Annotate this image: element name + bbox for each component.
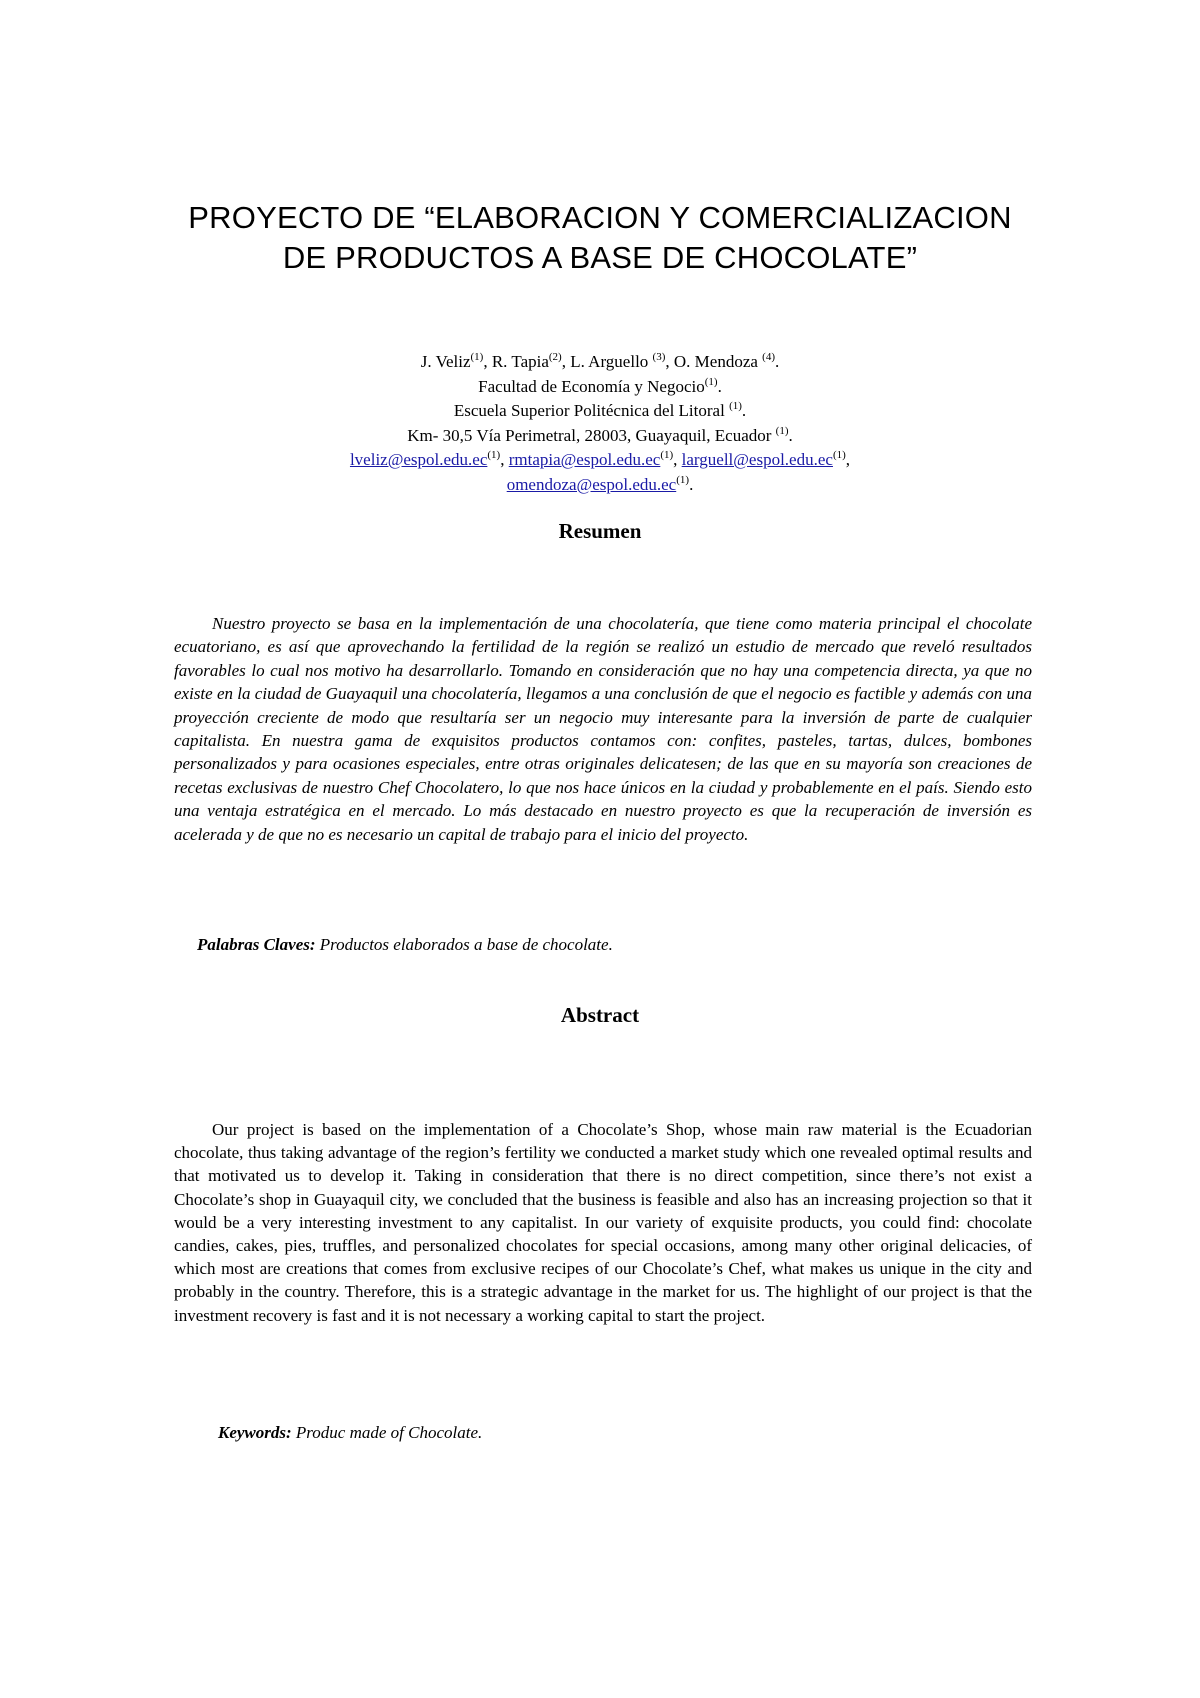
paper-title (120, 198, 1080, 278)
keywords-value: Produc made of Chocolate. (291, 1423, 483, 1442)
keywords-label: Keywords: (218, 1423, 292, 1442)
author-end: . (774, 352, 780, 371)
email-1-affiliation: (1) (487, 449, 501, 461)
email-link-arguello[interactable]: larguell@espol.edu.ec (681, 450, 833, 469)
author-names (160, 350, 1040, 375)
author-1: J. Veliz (420, 352, 471, 371)
author-separator: , (561, 352, 571, 371)
author-2-affiliation: (2) (548, 351, 562, 363)
author-4-affiliation: (4) (762, 351, 775, 363)
author-block (160, 350, 1040, 497)
author-1-affiliation: (1) (470, 351, 484, 363)
address-text: Km- 30,5 Vía Perimetral, 28003, Guayaquil, Ecuador (407, 425, 776, 445)
author-3-affiliation: (3) (652, 351, 666, 363)
author-2: R. Tapia (491, 352, 549, 371)
email-link-veliz[interactable]: lveliz@espol.edu.ec (349, 450, 488, 469)
author-3: L. Arguello (570, 352, 653, 371)
email-link-tapia[interactable]: rmtapia@espol.edu.ec (508, 450, 661, 469)
faculty-line: Facultad de Economía y Negocio$^{(1)}$. (478, 375, 722, 396)
palabras-claves (197, 935, 613, 955)
email-line-1: $lveliz@espol.edu.ec^{(1)}$, $rmtapia@espol.edu.ec^{(1)}$, $larguell@espol.edu.ec^{(1)}$, (349, 449, 851, 469)
title-line-1: PROYECTO DE “ELABORACION Y COMERCIALIZACION (188, 200, 1012, 235)
abstract-heading: Abstract (560, 1003, 640, 1027)
resumen-heading: Resumen (558, 519, 642, 543)
email-line-2: $omendoza@espol.edu.ec^{(1)}$. (506, 473, 694, 494)
author-separator: , (665, 352, 674, 371)
address-line: Km- 30,5 Vía Perimetral, 28003, Guayaquil, Ecuador $^{(1)}$. (407, 424, 793, 445)
faculty-name: Facultad de Economía y Negocio (478, 376, 705, 396)
email-link-mendoza[interactable]: omendoza@espol.edu.ec (506, 474, 677, 494)
email-4-affiliation: (1) (676, 473, 690, 486)
school-name: Escuela Superior Politécnica del Litoral (453, 401, 730, 420)
palabras-claves-label: Palabras Claves: (197, 935, 316, 954)
author-4: O. Mendoza (673, 352, 763, 371)
palabras-claves-value: Productos elaborados a base de chocolate. (315, 935, 613, 954)
abstract-paragraph: Our project is based on the implementation of a Chocolate’s Shop, whose main raw material is the Ecuadorian chocolate, thus taking advantage of the region’s fertility we conducted a market study which one revealed optimal results and that motivated us to develop it. Taking in consideration that there is no direct competition, since there’s not exist a Chocolate’s shop in Guayaquil city, we concluded that the business is feasible and also has an increasing projection so that it would be a very interesting investment to any capitalist. In our variety of exquisite products, you could find: chocolate candies, cakes, pies, truffles, and personalized chocolates for special occasions, among many other original delicacies, of which most are creations that comes from exclusive recipes of our Chocolate’s Chef, what makes us unique in the city and probably in the country. Therefore, this is a strategic advantage in the market for us. The highlight of our project is that the investment recovery is fast and it is not necessary a working capital to start the project. (174, 1120, 1032, 1325)
address-affiliation: (1) (775, 424, 789, 437)
keywords (218, 1423, 482, 1443)
faculty-affiliation: (1) (704, 375, 718, 388)
email-2-affiliation: (1) (660, 449, 674, 461)
author-separator: , (483, 352, 492, 371)
email-3-affiliation: (1) (832, 449, 846, 461)
school-affiliation: (1) (729, 400, 742, 412)
title-line-2: DE PRODUCTOS A BASE DE CHOCOLATE” (282, 240, 918, 275)
school-line: Escuela Superior Politécnica del Litoral $^{(1)}$. (453, 400, 747, 420)
resumen-paragraph: Nuestro proyecto se basa en la implementación de una chocolatería, que tiene como materia principal el chocolate ecuatoriano, es así que aprovechando la fertilidad de la región se realizó un estudio de mercado que reveló resultados favorables lo cual nos motivo ha desarrollarlo. Tomando en consideración que no hay una competencia directa, ya que no existe en la ciudad de Guayaquil una chocolatería, llegamos a una conclusión de que el negocio es factible y además con una proyección creciente de modo que resultaría ser un negocio muy interesante para la inversión de parte de cualquier capitalista. En nuestra gama de exquisitos productos contamos con: confites, pasteles, tartas, dulces, bombones personalizados y para ocasiones especiales, entre otras originales delicatesen; de las que en su mayoría son creaciones de recetas exclusivas de nuestro Chef Chocolatero, lo que nos hace únicos en la ciudad y probablemente en el país. Siendo esto una ventaja estratégica en el mercado. Lo más destacado en nuestro proyecto es que la recuperación de inversión es acelerada y de que no es necesario un capital de trabajo para el inicio del proyecto. (174, 614, 1032, 844)
